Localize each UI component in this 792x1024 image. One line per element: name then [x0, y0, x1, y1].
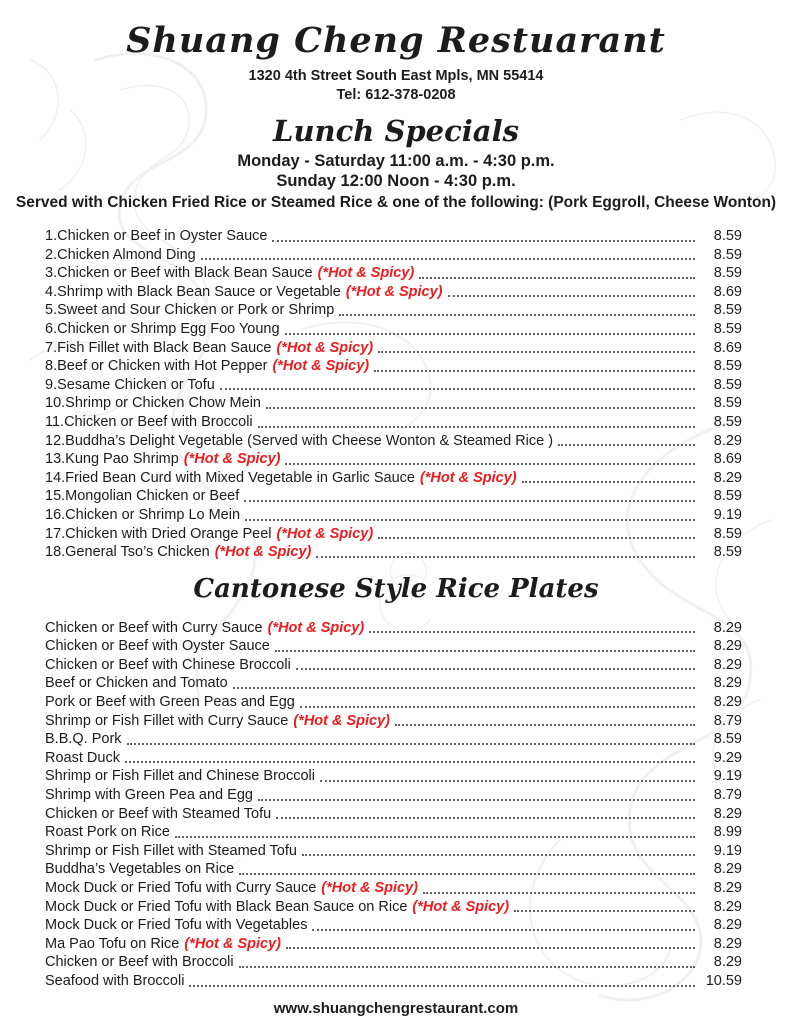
- item-price: 8.59: [713, 246, 742, 263]
- item-name: Seafood with Broccoli: [45, 972, 185, 989]
- item-price: 8.59: [713, 488, 742, 505]
- item-price: 8.79: [713, 787, 742, 804]
- item-price: 8.29: [713, 656, 742, 673]
- item-price: 8.29: [713, 805, 742, 822]
- item-name: Shrimp or Fish Fillet with Curry Sauce: [45, 712, 289, 729]
- item-name: 4.Shrimp with Black Bean Sauce or Vegetable: [45, 283, 341, 300]
- cantonese-title: Cantonese Style Rice Plates: [193, 573, 599, 604]
- item-price: 8.59: [713, 731, 742, 748]
- item-name: 5.Sweet and Sour Chicken or Pork or Shrimp: [45, 302, 335, 319]
- item-price: 10.59: [705, 972, 742, 989]
- menu-item-row: [45, 432, 742, 451]
- lunch-items-list: [0, 227, 792, 562]
- dotted-leader: [522, 481, 695, 483]
- item-name: Roast Duck: [45, 749, 120, 766]
- hot-spicy-label: (*Hot & Spicy): [183, 451, 281, 468]
- menu-item-row: [45, 339, 742, 358]
- menu-item-row: [45, 674, 742, 693]
- item-name: 3.Chicken or Beef with Black Bean Sauce: [45, 265, 313, 282]
- dotted-leader: [378, 351, 695, 353]
- hot-spicy-label: (*Hot & Spicy): [276, 525, 374, 542]
- hot-spicy-label: (*Hot & Spicy): [419, 469, 517, 486]
- item-name: Mock Duck or Fried Tofu with Black Bean Sauce on Rice: [45, 898, 408, 915]
- menu-item-row: [45, 413, 742, 432]
- item-price: 8.29: [713, 619, 742, 636]
- menu-item-row: [45, 823, 742, 842]
- item-name: Chicken or Beef with Curry Sauce: [45, 619, 263, 636]
- menu-item-row: [45, 301, 742, 320]
- dotted-leader: [266, 407, 695, 409]
- item-name: B.B.Q. Pork: [45, 731, 122, 748]
- hot-spicy-label: (*Hot & Spicy): [214, 544, 312, 561]
- dotted-leader: [258, 426, 695, 428]
- item-price: 8.79: [713, 712, 742, 729]
- menu-item-row: [45, 712, 742, 731]
- hot-spicy-label: (*Hot & Spicy): [412, 898, 510, 915]
- menu-item-row: [45, 357, 742, 376]
- dotted-leader: [316, 556, 695, 558]
- hot-spicy-label: (*Hot & Spicy): [293, 712, 391, 729]
- item-name: Buddha’s Vegetables on Rice: [45, 861, 235, 878]
- dotted-leader: [514, 910, 695, 912]
- dotted-leader: [339, 314, 695, 316]
- menu-item-row: [45, 506, 742, 525]
- menu-item-row: [45, 283, 742, 302]
- item-name: 17.Chicken with Dried Orange Peel: [45, 525, 272, 542]
- item-price: 8.29: [713, 935, 742, 952]
- dotted-leader: [272, 240, 695, 242]
- item-price: 9.19: [713, 768, 742, 785]
- menu-item-row: [45, 637, 742, 656]
- item-name: Ma Pao Tofu on Rice: [45, 935, 180, 952]
- menu-item-row: [45, 842, 742, 861]
- dotted-leader: [175, 836, 695, 838]
- item-price: 8.59: [713, 320, 742, 337]
- item-price: 8.59: [713, 525, 742, 542]
- dotted-leader: [378, 537, 695, 539]
- menu-item-row: [45, 320, 742, 339]
- menu-footer: [0, 1000, 792, 1017]
- menu-item-row: [45, 972, 742, 991]
- lunch-specials-section: [0, 113, 792, 562]
- dotted-leader: [258, 799, 695, 801]
- dotted-leader: [320, 780, 695, 782]
- dotted-leader: [239, 966, 695, 968]
- item-name: Shrimp or Fish Fillet with Steamed Tofu: [45, 842, 297, 859]
- dotted-leader: [285, 463, 695, 465]
- menu-item-row: [45, 730, 742, 749]
- menu-item-row: [45, 246, 742, 265]
- item-name: 10.Shrimp or Chicken Chow Mein: [45, 395, 261, 412]
- dotted-leader: [423, 892, 695, 894]
- menu-item-row: [45, 916, 742, 935]
- item-price: 8.29: [713, 469, 742, 486]
- item-name: 15.Mongolian Chicken or Beef: [45, 488, 240, 505]
- menu-item-row: [45, 860, 742, 879]
- item-price: 8.69: [713, 339, 742, 356]
- dotted-leader: [285, 333, 695, 335]
- item-name: 14.Fried Bean Curd with Mixed Vegetable in Garlic Sauce: [45, 469, 415, 486]
- dotted-leader: [296, 668, 695, 670]
- item-name: Shrimp or Fish Fillet and Chinese Broccoli: [45, 768, 315, 785]
- dotted-leader: [245, 519, 695, 521]
- menu-item-row: [45, 394, 742, 413]
- hot-spicy-label: (*Hot & Spicy): [276, 339, 374, 356]
- dotted-leader: [276, 817, 695, 819]
- menu-item-row: [45, 264, 742, 283]
- menu-item-row: [45, 619, 742, 638]
- menu-header: [0, 0, 792, 105]
- menu-item-row: [45, 953, 742, 972]
- item-name: 7.Fish Fillet with Black Bean Sauce: [45, 339, 272, 356]
- item-name: 2.Chicken Almond Ding: [45, 246, 196, 263]
- dotted-leader: [244, 500, 695, 502]
- hot-spicy-label: (*Hot & Spicy): [345, 283, 443, 300]
- item-price: 8.29: [713, 694, 742, 711]
- item-name: 16.Chicken or Shrimp Lo Mein: [45, 506, 241, 523]
- dotted-leader: [369, 631, 695, 633]
- item-price: 8.29: [713, 638, 742, 655]
- menu-item-row: [45, 656, 742, 675]
- menu-item-row: [45, 805, 742, 824]
- item-name: 8.Beef or Chicken with Hot Pepper: [45, 358, 268, 375]
- cantonese-rice-plates-section: [0, 573, 792, 991]
- menu-item-row: [45, 543, 742, 562]
- item-name: Chicken or Beef with Steamed Tofu: [45, 805, 272, 822]
- dotted-leader: [239, 873, 695, 875]
- item-price: 8.59: [713, 358, 742, 375]
- item-price: 8.59: [713, 395, 742, 412]
- item-name: 18.General Tso’s Chicken: [45, 544, 210, 561]
- item-name: Chicken or Beef with Chinese Broccoli: [45, 656, 291, 673]
- restaurant-address: 1320 4th Street South East Mpls, MN 55414: [248, 68, 544, 84]
- dotted-leader: [558, 444, 695, 446]
- menu-item-row: [45, 450, 742, 469]
- item-name: Chicken or Beef with Broccoli: [45, 954, 234, 971]
- item-price: 8.29: [713, 898, 742, 915]
- dotted-leader: [127, 743, 695, 745]
- item-price: 8.59: [713, 228, 742, 244]
- item-price: 8.99: [713, 824, 742, 841]
- item-name: Beef or Chicken and Tomato: [45, 675, 228, 692]
- item-price: 8.59: [713, 544, 742, 561]
- restaurant-phone: Tel: 612-378-0208: [336, 87, 456, 103]
- restaurant-name: Shuang Cheng Restuarant: [126, 20, 666, 61]
- hours-mon-sat: Monday - Saturday 11:00 a.m. - 4:30 p.m.: [237, 152, 555, 170]
- item-price: 8.59: [713, 376, 742, 393]
- item-name: 12.Buddha’s Delight Vegetable (Served with Cheese Wonton & Steamed Rice ): [45, 432, 554, 449]
- dotted-leader: [302, 854, 695, 856]
- item-price: 8.69: [713, 283, 742, 300]
- item-price: 8.59: [713, 265, 742, 282]
- dotted-leader: [275, 650, 695, 652]
- dotted-leader: [189, 985, 695, 987]
- item-name: Mock Duck or Fried Tofu with Vegetables: [45, 917, 308, 934]
- dotted-leader: [312, 929, 695, 931]
- item-name: 6.Chicken or Shrimp Egg Foo Young: [45, 320, 280, 337]
- dotted-leader: [125, 761, 695, 763]
- hot-spicy-label: (*Hot & Spicy): [321, 880, 418, 896]
- item-price: 8.59: [713, 413, 742, 430]
- hot-spicy-label: (*Hot & Spicy): [267, 619, 365, 636]
- item-name: 13.Kung Pao Shrimp: [45, 451, 179, 468]
- item-price: 9.19: [713, 842, 742, 859]
- menu-item-row: [45, 767, 742, 786]
- item-name: 9.Sesame Chicken or Tofu: [45, 376, 215, 393]
- menu-item-row: [45, 227, 742, 246]
- item-name: 1.Chicken or Beef in Oyster Sauce: [45, 228, 268, 244]
- menu-item-row: [45, 525, 742, 544]
- dotted-leader: [419, 277, 695, 279]
- menu-item-row: [45, 898, 742, 917]
- menu-item-row: [45, 469, 742, 488]
- item-name: Roast Pork on Rice: [45, 824, 170, 841]
- item-price: 8.69: [713, 451, 742, 468]
- hours-sunday: Sunday 12:00 Noon - 4:30 p.m.: [276, 172, 516, 190]
- item-price: 8.29: [713, 675, 742, 692]
- item-price: 8.29: [713, 432, 742, 449]
- menu-item-row: [45, 935, 742, 954]
- item-price: 9.29: [713, 749, 742, 766]
- cantonese-items-list: [0, 619, 792, 991]
- hot-spicy-label: (*Hot & Spicy): [272, 358, 370, 375]
- dotted-leader: [220, 388, 695, 390]
- item-price: 8.59: [713, 302, 742, 319]
- item-name: Shrimp with Green Pea and Egg: [45, 787, 253, 804]
- menu-item-row: [45, 376, 742, 395]
- item-name: Chicken or Beef with Oyster Sauce: [45, 638, 270, 655]
- menu-item-row: [45, 487, 742, 506]
- menu-item-row: [45, 693, 742, 712]
- item-price: 8.29: [713, 917, 742, 934]
- dotted-leader: [395, 724, 695, 726]
- item-name: Mock Duck or Fried Tofu with Curry Sauce: [45, 880, 317, 896]
- menu-item-row: [45, 879, 742, 898]
- item-name: Pork or Beef with Green Peas and Egg: [45, 694, 295, 711]
- dotted-leader: [374, 370, 695, 372]
- item-name: 11.Chicken or Beef with Broccoli: [45, 413, 253, 430]
- menu-item-row: [45, 786, 742, 805]
- dotted-leader: [300, 706, 695, 708]
- dotted-leader: [286, 947, 695, 949]
- dotted-leader: [201, 258, 695, 260]
- website-url[interactable]: www.shuangchengrestaurant.com: [273, 999, 519, 1017]
- hot-spicy-label: (*Hot & Spicy): [317, 265, 415, 282]
- hot-spicy-label: (*Hot & Spicy): [184, 935, 282, 952]
- item-price: 8.29: [713, 861, 742, 878]
- item-price: 8.29: [713, 954, 742, 971]
- serving-note: Served with Chicken Fried Rice or Steamed Rice & one of the following: (Pork Eggroll, Cheese Wonton): [15, 194, 777, 211]
- lunch-specials-title: Lunch Specials: [273, 114, 519, 148]
- dotted-leader: [448, 295, 696, 297]
- menu-item-row: [45, 749, 742, 768]
- dotted-leader: [233, 687, 695, 689]
- item-price: 9.19: [713, 506, 742, 523]
- item-price: 8.29: [713, 880, 742, 896]
